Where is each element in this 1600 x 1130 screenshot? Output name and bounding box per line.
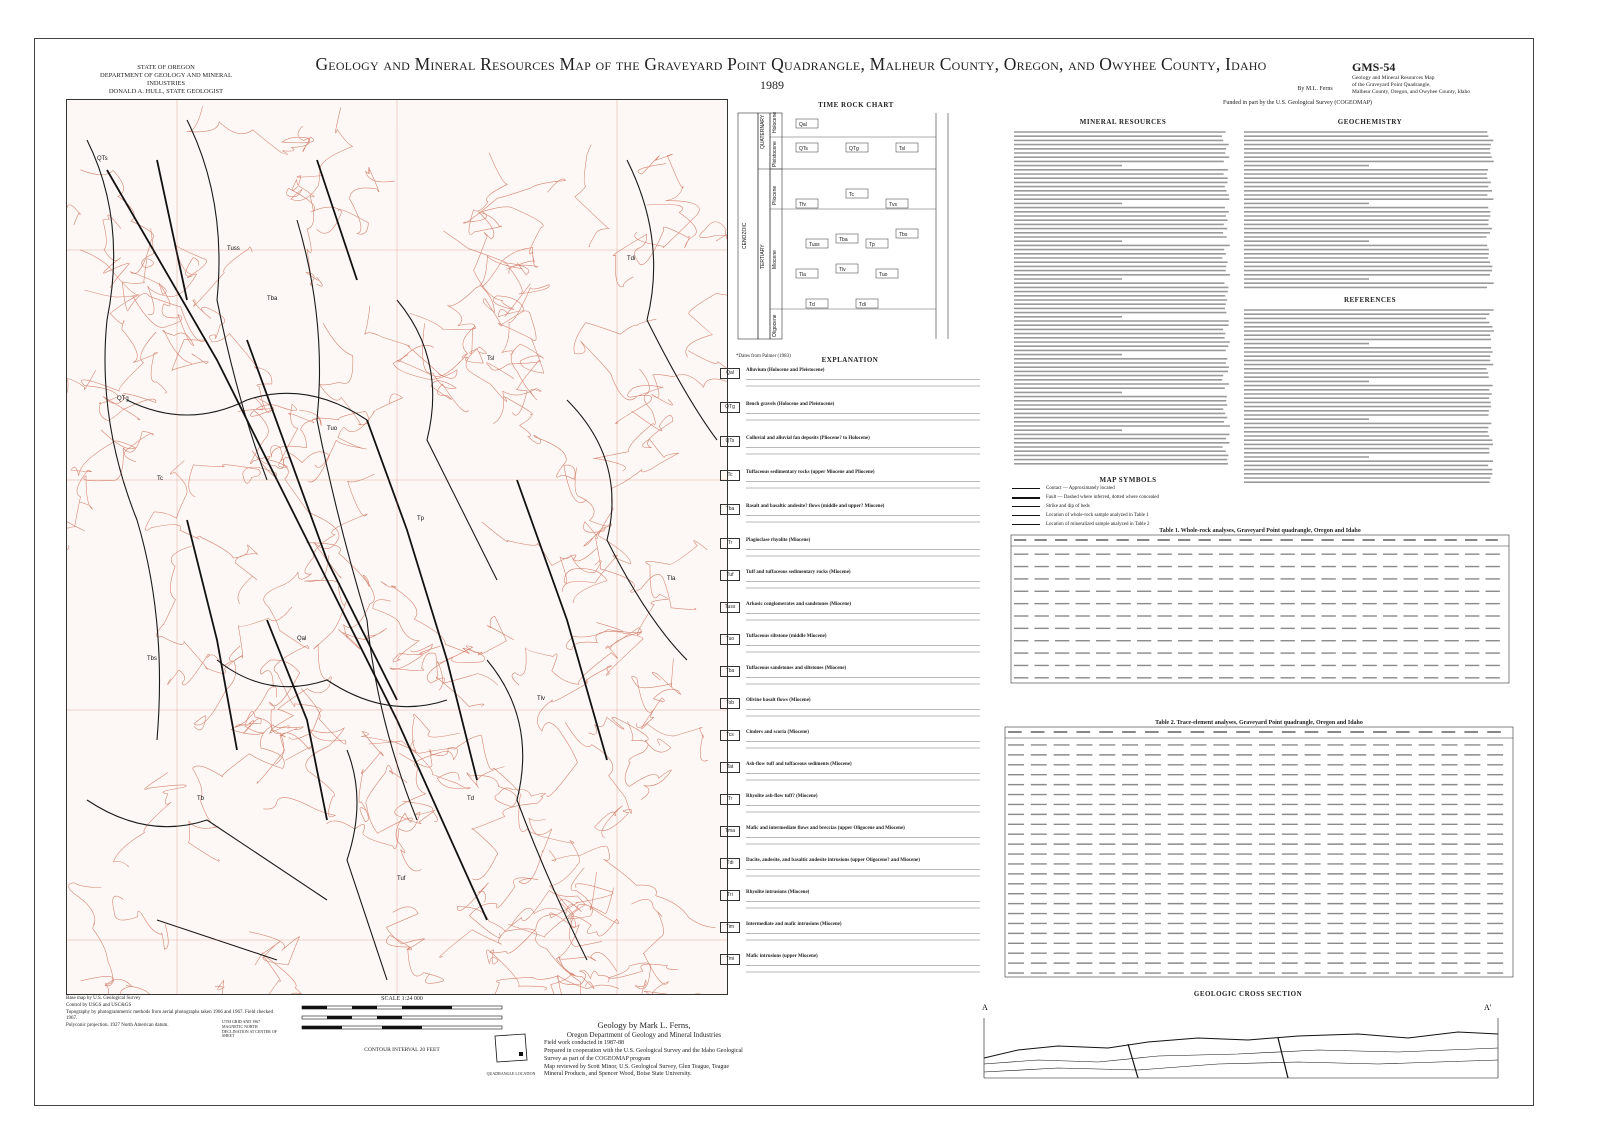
unit-description: Rhyolite ash-flow tuff? (Miocene) [746, 794, 980, 818]
unit-swatch: Tuo [720, 634, 740, 645]
unit-description: Tuff and tuffaceous sedimentary rocks (Miocene) [746, 570, 980, 594]
section-a-label: A [982, 1003, 988, 1012]
map-unit-label: Qal [297, 636, 307, 642]
explanation-row [720, 634, 980, 662]
unit-description-text [746, 738, 980, 754]
epoch-pliocene: Pliocene [772, 185, 778, 205]
mineral-resources-title: MINERAL RESOURCES [1079, 118, 1167, 126]
unit-box-label: Tc [849, 192, 854, 198]
map-unit-label: Tla [667, 576, 676, 582]
unit-swatch: Tc [720, 470, 740, 481]
unit-description: Alluvium (Holocene and Pleistocene) [746, 368, 980, 392]
unit-swatch: Tim [720, 922, 740, 933]
unit-description: Bench gravels (Holocene and Pleistocene) [746, 402, 980, 426]
unit-description: Mafic and intermediate flows and breccias (upper Oligocene and Miocene) [746, 826, 980, 850]
unit-description: Arkosic conglomerates and sandstones (Miocene) [746, 602, 980, 626]
references-panel [1242, 296, 1498, 496]
department-label: DEPARTMENT OF GEOLOGY AND MINERAL INDUSTRIES [100, 72, 232, 88]
explanation-row [720, 730, 980, 758]
quad-location-label: QUADRANGLE LOCATION [486, 1071, 536, 1076]
explanation-row [720, 954, 980, 982]
references-title: REFERENCES [1343, 296, 1397, 304]
cross-section [978, 990, 1518, 1086]
epoch-pleistocene: Pleistocene [772, 141, 778, 167]
explanation-row [720, 890, 980, 918]
explanation-row [720, 570, 980, 598]
unit-description: Tuffaceous siltstone (middle Miocene) [746, 634, 980, 658]
explanation-row [720, 922, 980, 950]
table-frame [1011, 535, 1509, 683]
unit-box-label: Tdi [859, 302, 866, 308]
map-unit-label: Tp [417, 516, 425, 522]
map-unit-label: Td [467, 796, 475, 802]
unit-swatch: Qal [720, 368, 740, 379]
unit-swatch: Tat [720, 762, 740, 773]
period-quaternary: QUATERNARY [760, 114, 766, 149]
line-symbol-icon [1012, 488, 1040, 489]
map-symbols-list [1012, 484, 1244, 529]
base-credit: Base map by U.S. Geological Survey [66, 996, 141, 1001]
unit-box-label: QTs [799, 146, 808, 152]
unit-swatch: QTg [720, 402, 740, 413]
geochemistry-text [1242, 126, 1498, 291]
explanation-row [720, 602, 980, 630]
unit-description: Plagioclase rhyolite (Miocene) [746, 538, 980, 562]
unit-box-label: Tla [799, 272, 806, 278]
map-symbol-label: Location of mineralized sample analyzed in Table 2 [1046, 522, 1150, 527]
unit-box-label: Tuo [879, 272, 888, 278]
unit-description-text [746, 478, 980, 494]
agency-block [96, 64, 236, 97]
references-text [1242, 304, 1498, 489]
unit-swatch: Tr [720, 538, 740, 549]
unit-description: Mafic intrusions (upper Miocene) [746, 954, 980, 978]
unit-description-text [746, 410, 980, 426]
point-symbol-icon [1012, 515, 1040, 516]
gms-number: GMS-54 [1352, 60, 1396, 74]
map-unit-label: Tc [157, 476, 163, 482]
unit-description: Tuffaceous sandstones and siltstones (Miocene) [746, 666, 980, 690]
gms-subtitle-3: Malheur County, Oregon, and Owyhee County, Idaho [1352, 89, 1470, 96]
map-unit-label: Tuo [327, 426, 338, 432]
unit-description: Tuffaceous sedimentary rocks (upper Miocene and Pliocene) [746, 470, 980, 494]
unit-swatch: Tuss [720, 602, 740, 613]
geologic-map-canvas [67, 100, 727, 994]
unit-box-label: Tvs [889, 202, 898, 208]
epoch-miocene: Miocene [772, 250, 778, 269]
map-unit-label: Tdi [627, 256, 636, 262]
unit-description-text [746, 610, 980, 626]
unit-description: Dacite, andesite, and basaltic andesite intrusions (upper Oligocene? and Miocene) [746, 858, 980, 882]
unit-description: Olivine basalt flows (Miocene) [746, 698, 980, 722]
quadrangle-location [486, 1030, 536, 1076]
geochemistry-panel [1242, 118, 1498, 298]
map-year: 1989 [760, 78, 784, 92]
prepared-note: Prepared in cooperation with the U.S. Geological Survey and the Idaho Geological Survey as part of the COGEOMAP program [544, 1047, 743, 1062]
unit-swatch: Tcs [720, 730, 740, 741]
scale-label: SCALE 1:24 000 [381, 996, 423, 1002]
map-unit-label: Tuss [227, 246, 240, 252]
field-work-note: Field work conducted in 1987-88 [544, 1040, 624, 1047]
table-1-caption: Table 1. Whole-rock analyses, Graveyard Point quadrangle, Oregon and Idaho [1159, 528, 1361, 534]
geology-department: Oregon Department of Geology and Mineral Industries [566, 1031, 722, 1040]
unit-description-text [746, 962, 980, 978]
map-unit-label: Tsl [487, 356, 495, 362]
unit-swatch: QTs [720, 436, 740, 447]
epoch-holocene: Holocene [772, 111, 778, 133]
unit-description-text [746, 642, 980, 658]
unit-box-label: Tfv [799, 202, 806, 208]
map-unit-label: QTs [97, 156, 108, 162]
geochemistry-title: GEOCHEMISTRY [1337, 118, 1403, 126]
section-a2-label: A' [1484, 1003, 1492, 1012]
unit-box-label: QTg [849, 146, 859, 152]
table-2-caption: Table 2. Trace-element analyses, Graveyard Point quadrangle, Oregon and Idaho [1155, 720, 1363, 726]
unit-description-text [746, 376, 980, 392]
map-symbol-label: Location of whole-rock sample analyzed in Table 1 [1046, 513, 1149, 518]
explanation-row [720, 858, 980, 886]
explanation-list [720, 368, 980, 982]
unit-box-label: Qal [799, 122, 807, 128]
explanation-row [720, 538, 980, 566]
unit-description-text [746, 866, 980, 882]
period-tertiary: TERTIARY [760, 244, 766, 269]
contour-interval: CONTOUR INTERVAL 20 FEET [364, 1047, 440, 1053]
explanation-row [720, 504, 980, 534]
time-chart-note: *Dates from Palmer (1983) [736, 354, 791, 359]
unit-box-label: Tsl [899, 146, 906, 152]
funding-label: Funded in part by the U.S. Geological Survey (COGEOMAP) [1223, 100, 1372, 106]
map-unit-label: Tuf [397, 876, 406, 882]
unit-description-text [746, 578, 980, 594]
geology-author: Geology by Mark L. Ferns, [597, 1020, 691, 1030]
point-symbol-icon [1012, 524, 1040, 525]
control-credit: Control by USGS and USC&GS [66, 1002, 132, 1008]
unit-description-text [746, 802, 980, 818]
gms-subtitle-1: Geology and Mineral Resources Map [1352, 75, 1435, 81]
unit-description-text [746, 834, 980, 850]
topography-credit: Topography by photogrammetric methods from aerial photographs taken 1966 and 1967. Field checked 1967. [66, 1009, 273, 1022]
map-symbol-label: Fault — Dashed where inferred, dotted where concealed [1046, 495, 1160, 500]
unit-description-text [746, 898, 980, 914]
map-symbol-row [1012, 511, 1244, 520]
time-rock-chart [736, 101, 976, 359]
unit-box-label: Tuss [809, 242, 820, 248]
unit-swatch: Tri [720, 890, 740, 901]
unit-swatch: Tmi [720, 954, 740, 965]
projection-credit: Polyconic projection. 1927 North American datum. [66, 1023, 169, 1028]
explanation-row [720, 402, 980, 432]
cross-section-title: GEOLOGIC CROSS SECTION [1193, 990, 1303, 998]
explanation-row [720, 698, 980, 726]
explanation-panel [720, 356, 980, 996]
map-symbols-title: MAP SYMBOLS [1099, 476, 1157, 484]
gms-subtitle-2: of the Graveyard Point Quadrangle, [1352, 82, 1431, 89]
author-label: By M.L. Ferns [1297, 86, 1333, 92]
map-symbol-label: Contact — Approximately located [1046, 486, 1115, 491]
declination-note: UTM GRID AND 1967 MAGNETIC NORTH DECLINATION AT CENTER OF SHEET [222, 1019, 277, 1039]
explanation-row [720, 436, 980, 466]
line-symbol-icon [1012, 497, 1040, 499]
unit-box-label: Tba [839, 237, 848, 243]
geologist-label: DONALD A. HULL, STATE GEOLOGIST [108, 88, 224, 96]
unit-description: Basalt and basaltic andesite? flows (middle and upper? Miocene) [746, 504, 980, 528]
map-unit-label: Tba [267, 296, 278, 302]
unit-description: Ash-flow tuff and tuffaceous sediments (Miocene) [746, 762, 980, 786]
unit-swatch: Tdi [720, 858, 740, 869]
time-rock-diagram [736, 109, 976, 349]
mineral-resources-text [1012, 126, 1234, 471]
point-symbol-icon [1012, 506, 1040, 507]
review-note: Map reviewed by Scott Minor, U.S. Geological Survey, Glen Teague, Teague Mineral Products, and Spencer Wood, Boise State University. [544, 1063, 730, 1078]
map-unit-label: QTg [117, 396, 129, 402]
map-symbol-label: Strike and dip of beds [1046, 504, 1090, 509]
unit-swatch: Tob [720, 698, 740, 709]
unit-description-text [746, 546, 980, 562]
explanation-row [720, 762, 980, 790]
map-symbol-row [1012, 493, 1244, 502]
map-unit-label: Tbs [147, 656, 158, 662]
explanation-title: EXPLANATION [821, 356, 879, 364]
state-label: STATE OF OREGON [137, 64, 195, 71]
table-1 [1010, 528, 1510, 694]
unit-description-text [746, 674, 980, 690]
explanation-row [720, 794, 980, 822]
mineral-resources-panel [1012, 118, 1234, 478]
unit-swatch: Tba [720, 504, 740, 515]
unit-swatch: Tuf [720, 570, 740, 581]
unit-swatch: Tr [720, 794, 740, 805]
map-symbol-row [1012, 502, 1244, 511]
explanation-row [720, 666, 980, 694]
unit-swatch: Tba [720, 666, 740, 677]
unit-box-label: Tbs [899, 232, 908, 238]
unit-description: Cinders and scoria (Miocene) [746, 730, 980, 754]
map-title: Geology and Mineral Resources Map of the Graveyard Point Quadrangle, Malheur County, Oregon, and Owyhee County, Idaho [315, 54, 1267, 74]
unit-box-label: Td [809, 302, 815, 308]
unit-description-text [746, 444, 980, 460]
cross-section-diagram [978, 998, 1518, 1082]
table-2-grid [1004, 726, 1514, 978]
map-symbol-row [1012, 484, 1244, 493]
explanation-row [720, 368, 980, 398]
explanation-row [720, 826, 980, 854]
unit-description: Intermediate and mafic intrusions (Miocene) [746, 922, 980, 946]
unit-box-label: Tlv [839, 267, 846, 273]
unit-description-text [746, 930, 980, 946]
map-unit-label: Tb [197, 796, 205, 802]
era-label: CENOZOIC [742, 222, 748, 249]
table-1-grid [1010, 534, 1510, 684]
unit-description: Rhyolite intrusions (Miocene) [746, 890, 980, 914]
unit-description-text [746, 512, 980, 528]
time-rock-title: TIME ROCK CHART [818, 101, 894, 109]
explanation-row [720, 470, 980, 500]
unit-description-text [746, 770, 980, 786]
map-unit-label: Tlv [537, 696, 545, 702]
unit-swatch: Tma [720, 826, 740, 837]
epoch-oligocene: Oligocene [772, 314, 778, 337]
oregon-outline-icon [491, 1030, 531, 1066]
unit-box-label: Tp [869, 242, 875, 248]
unit-description-text [746, 706, 980, 722]
unit-description: Colluvial and alluvial fan deposits (Pliocene? to Holocene) [746, 436, 980, 460]
geologic-map[interactable] [66, 99, 728, 995]
table-2 [1004, 720, 1514, 986]
geology-credit [544, 1020, 744, 1079]
